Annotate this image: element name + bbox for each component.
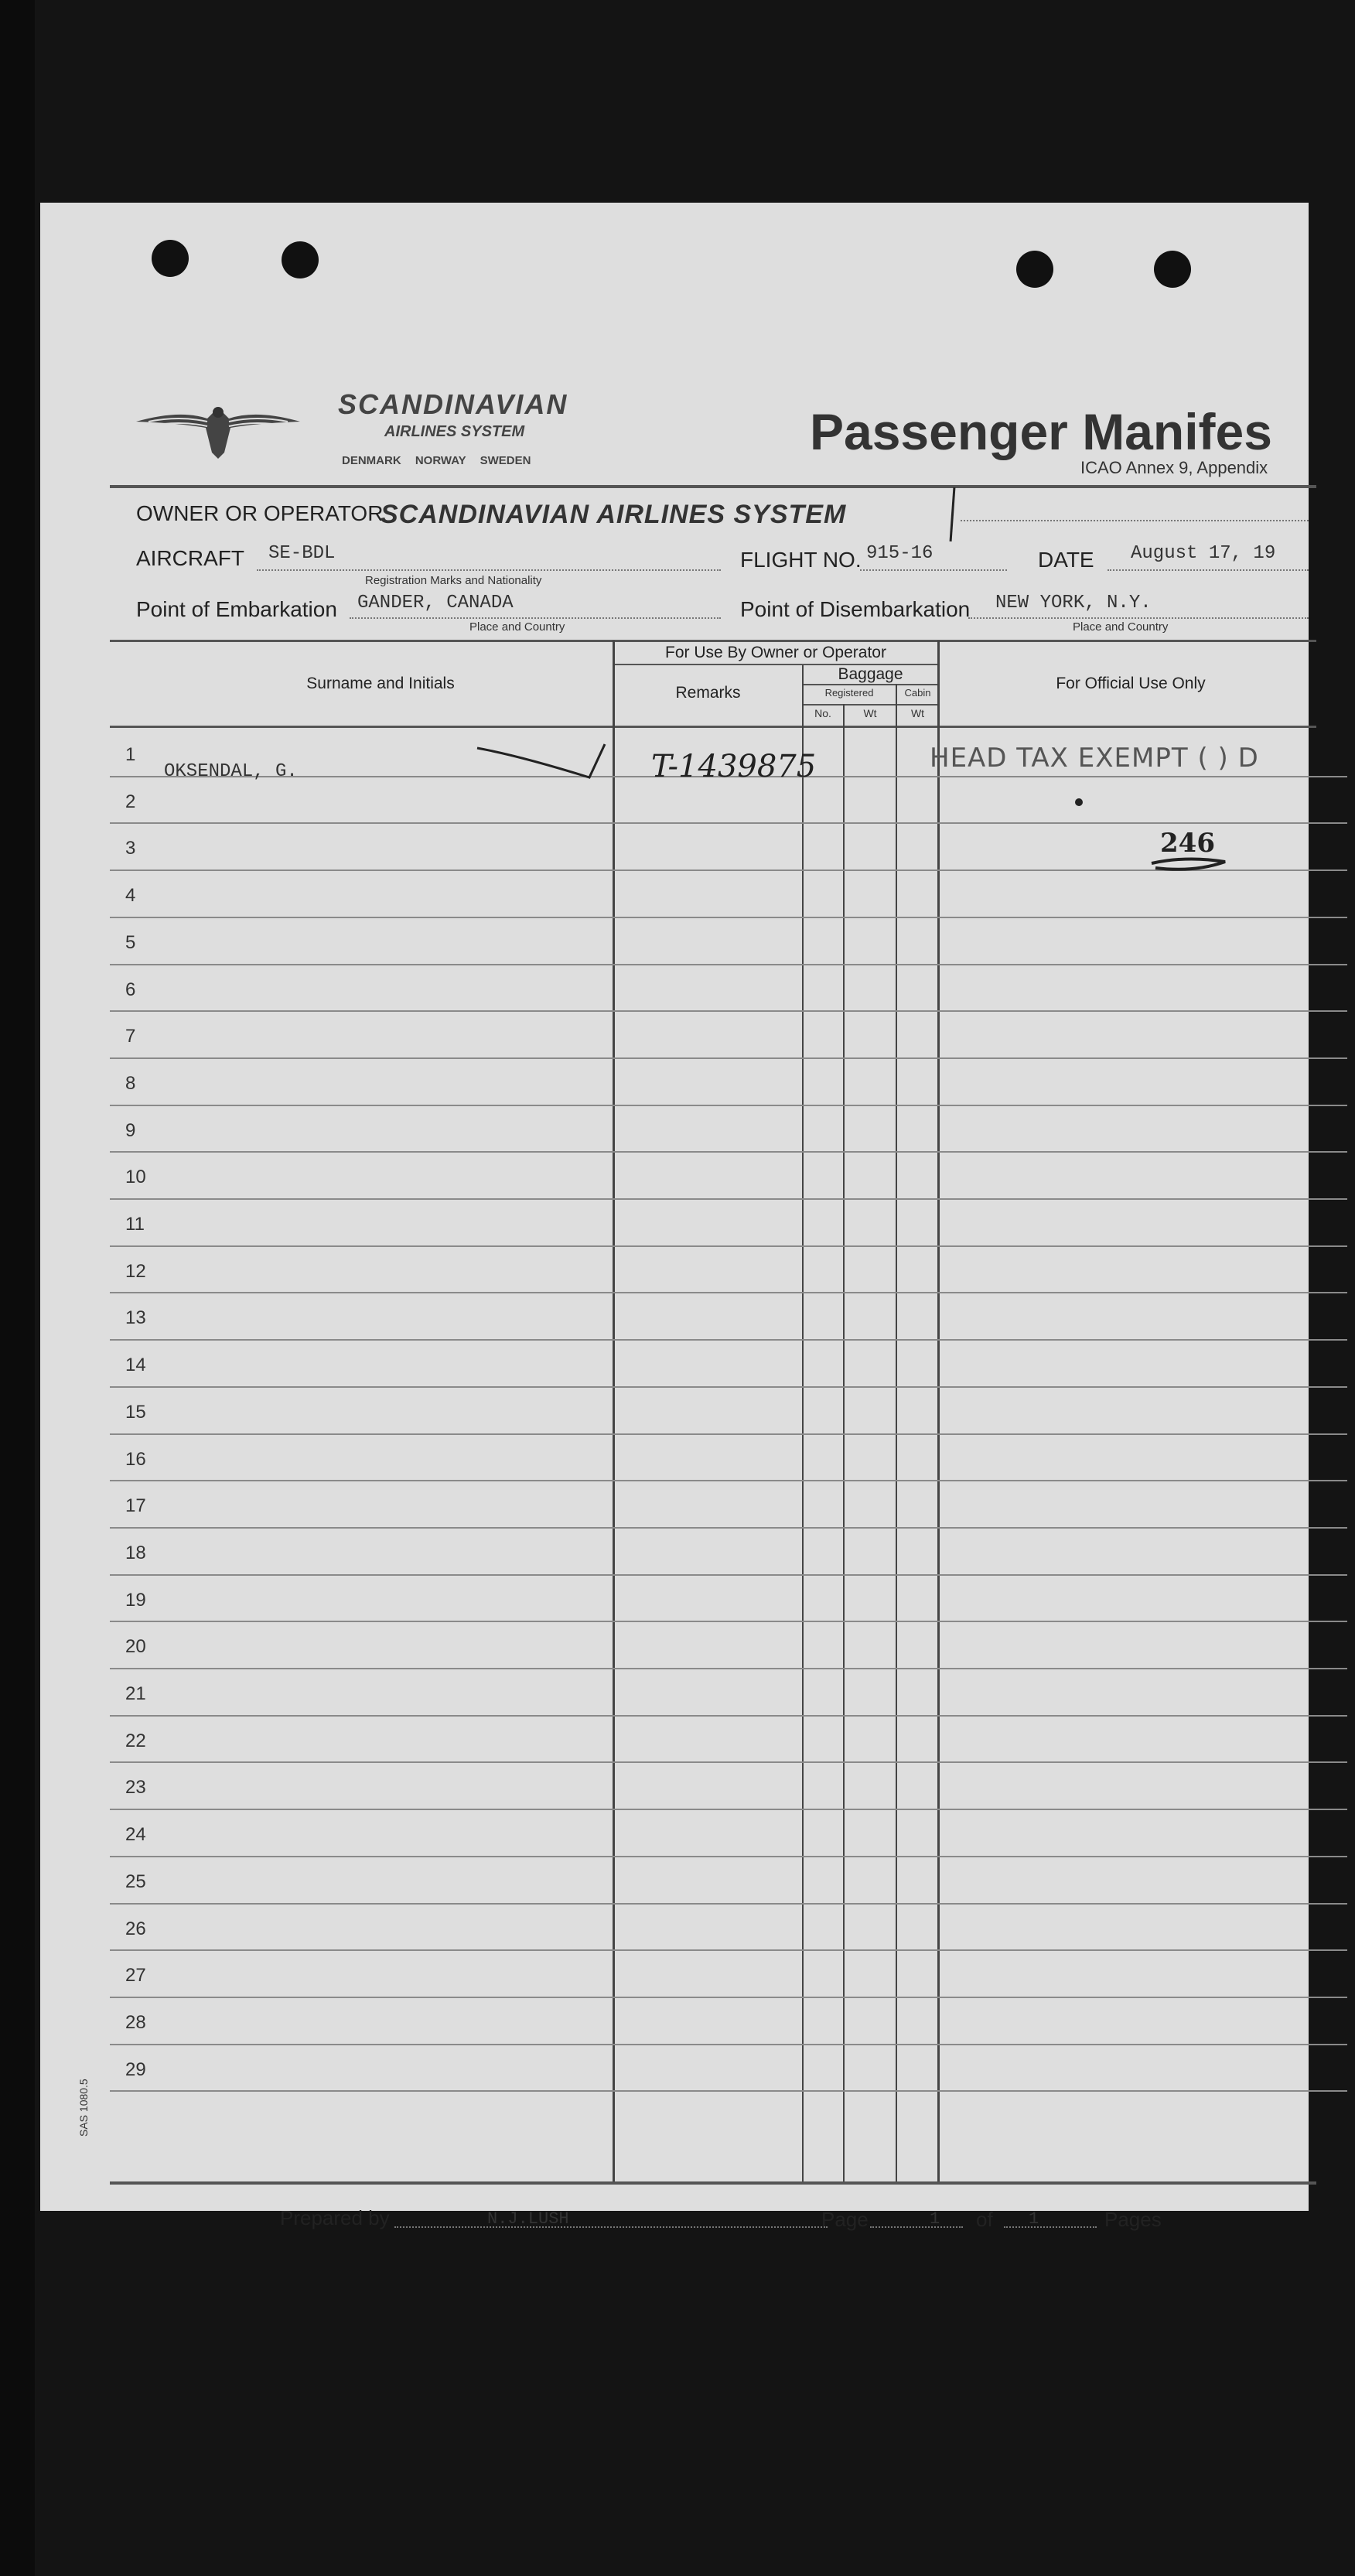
row-rule: [110, 1621, 1347, 1622]
row-number: 7: [125, 1026, 136, 1047]
disembarkation-value: NEW YORK, N.Y.: [995, 593, 1152, 613]
row-number: 22: [125, 1730, 146, 1751]
row-number: 9: [125, 1119, 136, 1141]
row-number: 17: [125, 1495, 146, 1517]
row-rule: [110, 1433, 1347, 1435]
row-rule: [110, 1480, 1347, 1481]
row-number: 2: [125, 791, 136, 812]
row-rule: [110, 1057, 1347, 1059]
remarks-handwritten: T-1439875: [651, 749, 817, 784]
cabin-header: Cabin: [904, 687, 931, 699]
flight-no-label: FLIGHT NO.: [740, 548, 862, 572]
airline-logo-icon: [133, 392, 303, 462]
row-rule: [110, 1339, 1347, 1341]
row-number: 14: [125, 1355, 146, 1376]
row-rule: [110, 1105, 1347, 1106]
col-official-header: For Official Use Only: [1056, 675, 1206, 692]
airline-subname: AIRLINES SYSTEM: [384, 423, 525, 440]
form-title: Passenger Manifes: [810, 403, 1272, 460]
head-tax-stamp: HEAD TAX EXEMPT ( ) D: [930, 743, 1259, 774]
row-rule: [110, 2044, 1347, 2045]
row-number: 26: [125, 1918, 146, 1939]
row-number: 11: [125, 1214, 145, 1235]
row-number: 12: [125, 1260, 146, 1282]
row-number: 23: [125, 1777, 146, 1799]
row-number: 29: [125, 2058, 146, 2080]
row-number: 8: [125, 1072, 136, 1094]
row-rule: [110, 1715, 1347, 1717]
col-surname-header: Surname and Initials: [306, 675, 455, 692]
punch-hole: [282, 241, 319, 278]
row-rule: [110, 1527, 1347, 1529]
checkmark-icon: [473, 740, 613, 787]
flight-no-value: 915-16: [866, 543, 933, 564]
ink-dot: [1075, 798, 1083, 806]
row-number: 6: [125, 979, 136, 1000]
disembark-place-note: Place and Country: [1073, 620, 1169, 634]
row-rule: [110, 1198, 1347, 1200]
date-value: August 17, 19: [1131, 543, 1276, 564]
form-subtitle: ICAO Annex 9, Appendix: [1080, 458, 1268, 477]
wt-header: Wt: [863, 707, 877, 719]
punch-hole: [1154, 251, 1191, 288]
row-number: 20: [125, 1636, 146, 1658]
owner-label: OWNER OR OPERATOR: [136, 501, 384, 525]
row-rule: [110, 1151, 1347, 1153]
header-rule: [110, 485, 1316, 488]
date-label: DATE: [1038, 548, 1094, 572]
row-rule: [110, 1809, 1347, 1810]
prepared-by-label: Prepared by: [280, 2206, 390, 2229]
pages-label: Pages: [1104, 2208, 1162, 2231]
row-rule: [110, 1292, 1347, 1293]
airline-countries: DENMARK NORWAY SWEDEN: [342, 454, 531, 467]
row-number: 27: [125, 1965, 146, 1987]
row-rule: [110, 1010, 1347, 1012]
row-number: 3: [125, 838, 136, 859]
row-number: 10: [125, 1167, 146, 1188]
row-rule: [110, 822, 1347, 824]
punch-hole: [1016, 251, 1053, 288]
owner-value: SCANDINAVIAN AIRLINES SYSTEM: [381, 500, 847, 529]
row-rule: [110, 1245, 1347, 1247]
row-number: 18: [125, 1542, 146, 1563]
row-number: 16: [125, 1448, 146, 1470]
registration-note: Registration Marks and Nationality: [365, 574, 542, 587]
row-rule: [110, 1668, 1347, 1669]
row-rule: [110, 1949, 1347, 1951]
row-rule: [110, 917, 1347, 918]
row-number: 5: [125, 931, 136, 953]
row-number: 28: [125, 2011, 146, 2033]
row-number: 24: [125, 1824, 146, 1846]
row-rule: [110, 1761, 1347, 1763]
col-remarks-header: Remarks: [675, 684, 741, 702]
row-rule: [110, 1574, 1347, 1576]
row-number: 4: [125, 885, 136, 907]
row-number: 19: [125, 1589, 146, 1611]
row-rule: [110, 1997, 1347, 1998]
underline-scribble: [1148, 852, 1233, 876]
manifest-paper: [40, 203, 1309, 2231]
row-rule: [110, 2090, 1347, 2092]
page-label: Page: [821, 2208, 869, 2231]
page-value: 1: [930, 2209, 940, 2229]
embark-place-note: Place and Country: [469, 620, 565, 634]
row-rule: [110, 1386, 1347, 1388]
row-number: 13: [125, 1307, 146, 1329]
punch-hole: [152, 240, 189, 277]
of-value: 1: [1029, 2209, 1039, 2229]
row-rule: [110, 1903, 1347, 1905]
row-number: 15: [125, 1401, 146, 1423]
no-header: No.: [814, 707, 831, 719]
owner-use-header: For Use By Owner or Operator: [665, 644, 886, 661]
embarkation-label: Point of Embarkation: [136, 597, 337, 621]
baggage-header: Baggage: [838, 665, 903, 683]
row-number: 25: [125, 1871, 146, 1892]
aircraft-label: AIRCRAFT: [136, 546, 244, 570]
row-rule: [110, 1856, 1347, 1857]
row-rule: [110, 964, 1347, 965]
airline-name: SCANDINAVIAN: [338, 388, 568, 420]
cabin-wt-header: Wt: [910, 707, 925, 719]
row-number: 21: [125, 1683, 146, 1704]
of-label: of: [976, 2208, 993, 2231]
scan-border: [0, 0, 35, 2576]
row-number: 1: [125, 744, 136, 765]
official-number: 246: [1160, 828, 1215, 859]
prepared-by-value: N.J.LUSH: [487, 2209, 569, 2229]
disembarkation-label: Point of Disembarkation: [740, 597, 971, 621]
form-code: SAS 1080.5: [77, 2079, 90, 2137]
registered-header: Registered: [824, 687, 874, 699]
hand-stroke-mark: [950, 487, 956, 542]
embarkation-value: GANDER, CANADA: [357, 593, 514, 613]
aircraft-value: SE-BDL: [268, 543, 336, 564]
passenger-name: OKSENDAL, G.: [164, 761, 298, 782]
